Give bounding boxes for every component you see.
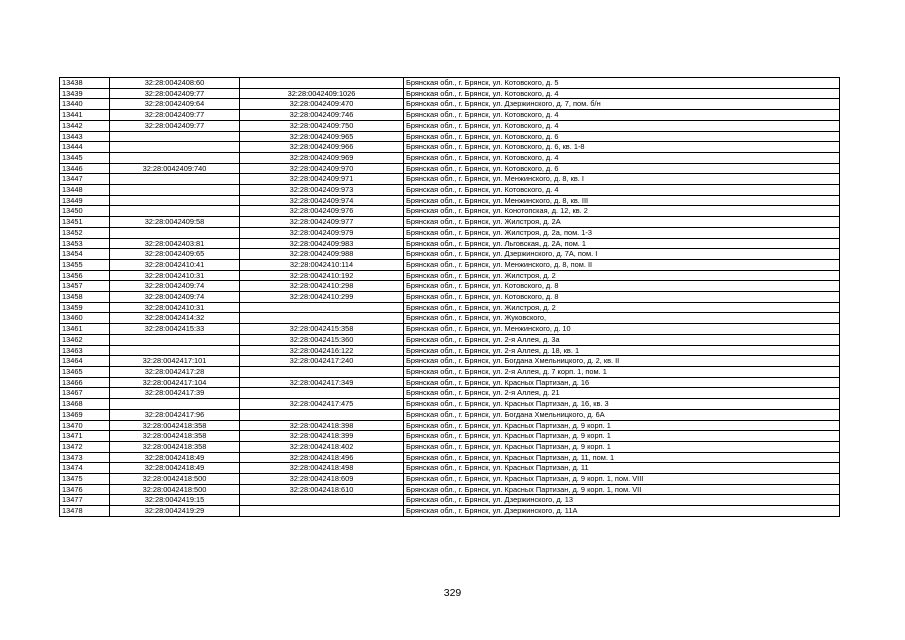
address-cell: Брянская обл., г. Брянск, ул. Котовского, д. 5 <box>404 78 840 89</box>
cadastral-number-cell: 32:28:0042410:41 <box>110 259 240 270</box>
table-row <box>60 227 840 238</box>
object-cadastral-number-cell: 32:28:0042418:402 <box>240 441 404 452</box>
cadastral-number-cell: 32:28:0042417:96 <box>110 409 240 420</box>
cadastral-number-cell: 32:28:0042418:358 <box>110 420 240 431</box>
cadastral-number-cell: 32:28:0042409:77 <box>110 120 240 131</box>
row-number-cell: 13458 <box>60 292 110 303</box>
address-cell: Брянская обл., г. Брянск, ул. Дзержинского, д. 7А, пом. I <box>404 249 840 260</box>
address-cell: Брянская обл., г. Брянск, ул. Красных Партизан, д. 16 <box>404 377 840 388</box>
cadastral-number-cell: 32:28:0042419:15 <box>110 495 240 506</box>
address-cell: Брянская обл., г. Брянск, ул. Красных Партизан, д. 16, кв. 3 <box>404 399 840 410</box>
cadastral-number-cell <box>110 334 240 345</box>
row-number-cell: 13441 <box>60 110 110 121</box>
row-number-cell: 13446 <box>60 163 110 174</box>
address-cell: Брянская обл., г. Брянск, ул. Красных Партизан, д. 9 корп. 1, пом. VIII <box>404 474 840 485</box>
object-cadastral-number-cell: 32:28:0042409:965 <box>240 131 404 142</box>
address-cell: Брянская обл., г. Брянск, ул. Дзержинского, д. 13 <box>404 495 840 506</box>
address-cell: Брянская обл., г. Брянск, ул. Красных Партизан, д. 9 корп. 1 <box>404 420 840 431</box>
table-row <box>60 131 840 142</box>
table-row <box>60 452 840 463</box>
object-cadastral-number-cell: 32:28:0042409:1026 <box>240 88 404 99</box>
page-number: 329 <box>443 587 462 599</box>
row-number-cell: 13476 <box>60 484 110 495</box>
row-number-cell: 13477 <box>60 495 110 506</box>
property-register-table <box>59 77 840 517</box>
row-number-cell: 13465 <box>60 366 110 377</box>
cadastral-number-cell <box>110 131 240 142</box>
object-cadastral-number-cell <box>240 366 404 377</box>
table-row <box>60 270 840 281</box>
table-row <box>60 292 840 303</box>
table-row <box>60 484 840 495</box>
cadastral-number-cell: 32:28:0042418:358 <box>110 431 240 442</box>
object-cadastral-number-cell: 32:28:0042409:966 <box>240 142 404 153</box>
cadastral-number-cell <box>110 174 240 185</box>
object-cadastral-number-cell: 32:28:0042409:976 <box>240 206 404 217</box>
cadastral-number-cell <box>110 195 240 206</box>
row-number-cell: 13471 <box>60 431 110 442</box>
row-number-cell: 13448 <box>60 185 110 196</box>
object-cadastral-number-cell: 32:28:0042417:240 <box>240 356 404 367</box>
address-cell: Брянская обл., г. Брянск, ул. Котовского, д. 4 <box>404 110 840 121</box>
row-number-cell: 13440 <box>60 99 110 110</box>
object-cadastral-number-cell: 32:28:0042417:475 <box>240 399 404 410</box>
table-row <box>60 441 840 452</box>
cadastral-number-cell: 32:28:0042418:49 <box>110 463 240 474</box>
address-cell: Брянская обл., г. Брянск, ул. Богдана Хмельницкого, д. 2, кв. II <box>404 356 840 367</box>
object-cadastral-number-cell: 32:28:0042409:974 <box>240 195 404 206</box>
address-cell: Брянская обл., г. Брянск, ул. Котовского, д. 6 <box>404 131 840 142</box>
cadastral-number-cell <box>110 152 240 163</box>
cadastral-number-cell <box>110 345 240 356</box>
row-number-cell: 13468 <box>60 399 110 410</box>
address-cell: Брянская обл., г. Брянск, ул. Менжинского, д. 8, кв. III <box>404 195 840 206</box>
cadastral-number-cell: 32:28:0042418:358 <box>110 441 240 452</box>
address-cell: Брянская обл., г. Брянск, ул. 2-я Аллея, д. 7 корп. 1, пом. 1 <box>404 366 840 377</box>
table-row <box>60 185 840 196</box>
cadastral-number-cell <box>110 142 240 153</box>
address-cell: Брянская обл., г. Брянск, ул. 2-я Аллея, д. 21 <box>404 388 840 399</box>
address-cell: Брянская обл., г. Брянск, ул. Котовского, д. 4 <box>404 152 840 163</box>
table-row <box>60 409 840 420</box>
address-cell: Брянская обл., г. Брянск, ул. Красных Партизан, д. 9 корп. 1 <box>404 431 840 442</box>
cadastral-number-cell <box>110 227 240 238</box>
object-cadastral-number-cell: 32:28:0042409:988 <box>240 249 404 260</box>
address-cell: Брянская обл., г. Брянск, ул. Котовского, д. 6 <box>404 163 840 174</box>
cadastral-number-cell <box>110 399 240 410</box>
row-number-cell: 13444 <box>60 142 110 153</box>
object-cadastral-number-cell: 32:28:0042418:498 <box>240 463 404 474</box>
table-row <box>60 78 840 89</box>
table-row <box>60 217 840 228</box>
row-number-cell: 13453 <box>60 238 110 249</box>
table-row <box>60 388 840 399</box>
object-cadastral-number-cell: 32:28:0042409:969 <box>240 152 404 163</box>
row-number-cell: 13469 <box>60 409 110 420</box>
object-cadastral-number-cell: 32:28:0042418:398 <box>240 420 404 431</box>
row-number-cell: 13462 <box>60 334 110 345</box>
row-number-cell: 13451 <box>60 217 110 228</box>
row-number-cell: 13449 <box>60 195 110 206</box>
cadastral-number-cell <box>110 185 240 196</box>
object-cadastral-number-cell <box>240 302 404 313</box>
row-number-cell: 13454 <box>60 249 110 260</box>
address-cell: Брянская обл., г. Брянск, ул. Красных Партизан, д. 9 корп. 1, пом. VII <box>404 484 840 495</box>
address-cell: Брянская обл., г. Брянск, ул. Котовского, д. 4 <box>404 185 840 196</box>
cadastral-number-cell: 32:28:0042418:500 <box>110 474 240 485</box>
table-row <box>60 120 840 131</box>
register-sheet <box>59 77 839 517</box>
address-cell: Брянская обл., г. Брянск, ул. Менжинского, д. 8, кв. I <box>404 174 840 185</box>
cadastral-number-cell: 32:28:0042418:49 <box>110 452 240 463</box>
cadastral-number-cell: 32:28:0042415:33 <box>110 324 240 335</box>
row-number-cell: 13438 <box>60 78 110 89</box>
table-row <box>60 431 840 442</box>
row-number-cell: 13459 <box>60 302 110 313</box>
object-cadastral-number-cell <box>240 78 404 89</box>
row-number-cell: 13472 <box>60 441 110 452</box>
table-row <box>60 249 840 260</box>
address-cell: Брянская обл., г. Брянск, ул. Жилстроя, д. 2а, пом. 1-3 <box>404 227 840 238</box>
cadastral-number-cell: 32:28:0042417:101 <box>110 356 240 367</box>
object-cadastral-number-cell: 32:28:0042409:977 <box>240 217 404 228</box>
row-number-cell: 13452 <box>60 227 110 238</box>
row-number-cell: 13455 <box>60 259 110 270</box>
cadastral-number-cell: 32:28:0042418:500 <box>110 484 240 495</box>
cadastral-number-cell <box>110 206 240 217</box>
table-row <box>60 463 840 474</box>
cadastral-number-cell: 32:28:0042409:77 <box>110 110 240 121</box>
cadastral-number-cell: 32:28:0042417:104 <box>110 377 240 388</box>
address-cell: Брянская обл., г. Брянск, ул. Красных Партизан, д. 11, пом. 1 <box>404 452 840 463</box>
table-row <box>60 356 840 367</box>
address-cell: Брянская обл., г. Брянск, ул. Жилстроя, д. 2 <box>404 270 840 281</box>
cadastral-number-cell: 32:28:0042409:74 <box>110 292 240 303</box>
object-cadastral-number-cell: 32:28:0042409:970 <box>240 163 404 174</box>
row-number-cell: 13473 <box>60 452 110 463</box>
cadastral-number-cell: 32:28:0042410:31 <box>110 302 240 313</box>
object-cadastral-number-cell: 32:28:0042410:299 <box>240 292 404 303</box>
table-row <box>60 506 840 517</box>
row-number-cell: 13478 <box>60 506 110 517</box>
row-number-cell: 13475 <box>60 474 110 485</box>
table-row <box>60 163 840 174</box>
object-cadastral-number-cell: 32:28:0042418:496 <box>240 452 404 463</box>
address-cell: Брянская обл., г. Брянск, ул. Дзержинского, д. 7, пом. б/н <box>404 99 840 110</box>
row-number-cell: 13460 <box>60 313 110 324</box>
table-row <box>60 377 840 388</box>
address-cell: Брянская обл., г. Брянск, ул. Котовского, д. 6, кв. 1-8 <box>404 142 840 153</box>
table-row <box>60 495 840 506</box>
cadastral-number-cell: 32:28:0042417:28 <box>110 366 240 377</box>
row-number-cell: 13442 <box>60 120 110 131</box>
row-number-cell: 13474 <box>60 463 110 474</box>
object-cadastral-number-cell <box>240 506 404 517</box>
object-cadastral-number-cell <box>240 388 404 399</box>
cadastral-number-cell: 32:28:0042409:64 <box>110 99 240 110</box>
row-number-cell: 13461 <box>60 324 110 335</box>
row-number-cell: 13470 <box>60 420 110 431</box>
table-row <box>60 345 840 356</box>
row-number-cell: 13439 <box>60 88 110 99</box>
object-cadastral-number-cell: 32:28:0042418:610 <box>240 484 404 495</box>
object-cadastral-number-cell: 32:28:0042417:349 <box>240 377 404 388</box>
table-row <box>60 420 840 431</box>
row-number-cell: 13443 <box>60 131 110 142</box>
table-row <box>60 142 840 153</box>
table-row <box>60 174 840 185</box>
cadastral-number-cell: 32:28:0042409:74 <box>110 281 240 292</box>
table-row <box>60 334 840 345</box>
address-cell: Брянская обл., г. Брянск, ул. Менжинского, д. 10 <box>404 324 840 335</box>
table-row <box>60 99 840 110</box>
address-cell: Брянская обл., г. Брянск, ул. 2-я Аллея, д. 3а <box>404 334 840 345</box>
object-cadastral-number-cell: 32:28:0042409:750 <box>240 120 404 131</box>
table-row <box>60 88 840 99</box>
object-cadastral-number-cell <box>240 495 404 506</box>
address-cell: Брянская обл., г. Брянск, ул. Дзержинского, д. 11А <box>404 506 840 517</box>
row-number-cell: 13456 <box>60 270 110 281</box>
table-body <box>60 78 840 517</box>
table-row <box>60 302 840 313</box>
cadastral-number-cell: 32:28:0042409:77 <box>110 88 240 99</box>
address-cell: Брянская обл., г. Брянск, ул. Жуковского, <box>404 313 840 324</box>
table-row <box>60 238 840 249</box>
table-row <box>60 259 840 270</box>
row-number-cell: 13447 <box>60 174 110 185</box>
object-cadastral-number-cell: 32:28:0042409:971 <box>240 174 404 185</box>
object-cadastral-number-cell: 32:28:0042409:973 <box>240 185 404 196</box>
object-cadastral-number-cell: 32:28:0042409:470 <box>240 99 404 110</box>
address-cell: Брянская обл., г. Брянск, ул. Красных Партизан, д. 9 корп. 1 <box>404 441 840 452</box>
address-cell: Брянская обл., г. Брянск, ул. Жилстроя, д. 2 <box>404 302 840 313</box>
object-cadastral-number-cell: 32:28:0042409:979 <box>240 227 404 238</box>
cadastral-number-cell: 32:28:0042419:29 <box>110 506 240 517</box>
table-row <box>60 152 840 163</box>
address-cell: Брянская обл., г. Брянск, ул. Богдана Хмельницкого, д. 6А <box>404 409 840 420</box>
row-number-cell: 13463 <box>60 345 110 356</box>
cadastral-number-cell: 32:28:0042414:32 <box>110 313 240 324</box>
row-number-cell: 13457 <box>60 281 110 292</box>
table-row <box>60 313 840 324</box>
address-cell: Брянская обл., г. Брянск, ул. Менжинского, д. 8, пом. II <box>404 259 840 270</box>
cadastral-number-cell: 32:28:0042409:65 <box>110 249 240 260</box>
cadastral-number-cell: 32:28:0042417:39 <box>110 388 240 399</box>
object-cadastral-number-cell <box>240 313 404 324</box>
table-row <box>60 281 840 292</box>
object-cadastral-number-cell <box>240 409 404 420</box>
object-cadastral-number-cell: 32:28:0042410:114 <box>240 259 404 270</box>
cadastral-number-cell: 32:28:0042403:81 <box>110 238 240 249</box>
cadastral-number-cell: 32:28:0042409:740 <box>110 163 240 174</box>
row-number-cell: 13466 <box>60 377 110 388</box>
address-cell: Брянская обл., г. Брянск, ул. Котовского, д. 4 <box>404 88 840 99</box>
table-row <box>60 206 840 217</box>
table-row <box>60 366 840 377</box>
address-cell: Брянская обл., г. Брянск, ул. Котовского, д. 8 <box>404 292 840 303</box>
row-number-cell: 13467 <box>60 388 110 399</box>
object-cadastral-number-cell: 32:28:0042415:360 <box>240 334 404 345</box>
address-cell: Брянская обл., г. Брянск, ул. Конотопская, д. 12, кв. 2 <box>404 206 840 217</box>
object-cadastral-number-cell: 32:28:0042410:298 <box>240 281 404 292</box>
object-cadastral-number-cell: 32:28:0042418:609 <box>240 474 404 485</box>
table-row <box>60 399 840 410</box>
object-cadastral-number-cell: 32:28:0042416:122 <box>240 345 404 356</box>
table-row <box>60 474 840 485</box>
object-cadastral-number-cell: 32:28:0042410:192 <box>240 270 404 281</box>
address-cell: Брянская обл., г. Брянск, ул. 2-я Аллея, д. 18, кв. 1 <box>404 345 840 356</box>
row-number-cell: 13464 <box>60 356 110 367</box>
row-number-cell: 13450 <box>60 206 110 217</box>
table-row <box>60 324 840 335</box>
object-cadastral-number-cell: 32:28:0042418:399 <box>240 431 404 442</box>
address-cell: Брянская обл., г. Брянск, ул. Котовского, д. 4 <box>404 120 840 131</box>
address-cell: Брянская обл., г. Брянск, ул. Котовского, д. 8 <box>404 281 840 292</box>
object-cadastral-number-cell: 32:28:0042409:983 <box>240 238 404 249</box>
address-cell: Брянская обл., г. Брянск, ул. Жилстроя, д. 2А <box>404 217 840 228</box>
address-cell: Брянская обл., г. Брянск, ул. Льговская, д. 2А, пом. 1 <box>404 238 840 249</box>
cadastral-number-cell: 32:28:0042410:31 <box>110 270 240 281</box>
table-row <box>60 110 840 121</box>
object-cadastral-number-cell: 32:28:0042415:358 <box>240 324 404 335</box>
address-cell: Брянская обл., г. Брянск, ул. Красных Партизан, д. 11 <box>404 463 840 474</box>
row-number-cell: 13445 <box>60 152 110 163</box>
cadastral-number-cell: 32:28:0042409:58 <box>110 217 240 228</box>
object-cadastral-number-cell: 32:28:0042409:746 <box>240 110 404 121</box>
cadastral-number-cell: 32:28:0042408:60 <box>110 78 240 89</box>
table-row <box>60 195 840 206</box>
